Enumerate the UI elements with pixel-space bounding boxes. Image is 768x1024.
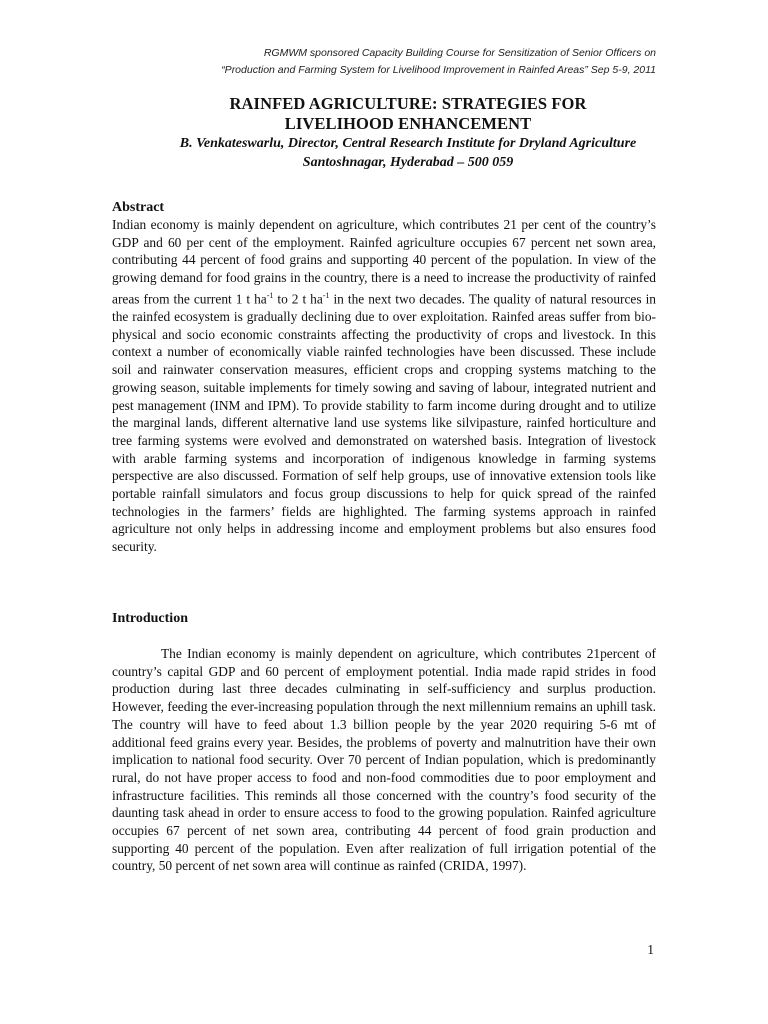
abstract-text-part-2: to 2 t ha (273, 291, 323, 307)
paper-title-line-1: RAINFED AGRICULTURE: STRATEGIES FOR (229, 94, 587, 113)
abstract-text-part-1: Indian economy is mainly dependent on agriculture, which contributes 21 per cent of the country’s GDP and 60 per cent of the employment. Rainfed agriculture occupies 67 percent net sown area, contributing 44 percent of food grains and supporting 40 percent of the population. In view of the growing demand for food grains in the country, there is a need to increase the productivity of rainfed areas from the current 1 t ha (112, 217, 656, 307)
running-header (221, 45, 656, 79)
abstract-heading: Abstract (112, 200, 165, 215)
introduction-heading: Introduction (112, 611, 188, 626)
paper-title-line-2: LIVELIHOOD ENHANCEMENT (284, 114, 532, 133)
introduction-section (112, 610, 656, 875)
abstract-section (112, 199, 656, 556)
superscript-1: -1 (266, 290, 274, 300)
superscript-2: -1 (322, 290, 330, 300)
author-affiliation (112, 134, 704, 172)
page-number: 1 (647, 942, 654, 957)
author-line-1: B. Venkateswarlu, Director, Central Research Institute for Dryland Agriculture (179, 136, 637, 151)
introduction-paragraph: The Indian economy is mainly dependent on agriculture, which contributes 21percent of country’s capital GDP and 60 percent of employment potential. India made rapid strides in food production during last three decades culminating in self-sufficiency and surplus production. However, feeding the ever-increasing population through the next millennium remains an uphill task. The country will have to feed about 1.3 billion people by the year 2020 requiring 5-6 mt of additional feed grains every year. Besides, the problems of poverty and malnutrition have their own implication to national food security. Over 70 percent of Indian population, which is predominantly rural, do not have proper access to food and non-food commodities due to poor employment and infrastructure facilities. This reminds all those concerned with the country’s food security of the daunting task ahead in order to ensure access to food to the growing population. Rainfed agriculture occupies 67 percent of net sown area, contributing 44 percent of food grain production and supporting 40 percent of the population. Even after realization of full irrigation potential of the country, 50 percent of net sown area will continue as rainfed (CRIDA, 1997). (112, 646, 656, 874)
title-block (112, 94, 704, 172)
author-line-2: Santoshnagar, Hyderabad – 500 059 (302, 155, 514, 170)
running-header-line-1: RGMWM sponsored Capacity Building Course for Sensitization of Senior Officers on (263, 47, 656, 59)
paper-title (112, 94, 704, 134)
abstract-text (112, 216, 656, 556)
running-header-line-2: “Production and Farming System for Livelihood Improvement in Rainfed Areas” Sep 5-9, 2011 (221, 64, 656, 76)
abstract-text-part-3: in the next two decades. The quality of natural resources in the rainfed ecosystem is gradually declining due to over exploitation. Rainfed areas suffer from bio-physical and socio economic constraints affecting the productivity of crops and livestock. In this context a number of economically viable rainfed technologies have been discussed. These include soil and rainwater conservation measures, efficient crops and cropping systems matching to the growing season, suitable implements for timely sowing and saving of labour, integrated nutrient and pest management (INM and IPM). To provide stability to farm income during drought and to utilize the marginal lands, different alternative land use systems like silvipasture, rainfed horticulture and tree farming systems were evolved and demonstrated on watershed basis. Integration of livestock with arable farming systems and incorporation of indigenous knowledge in farming systems perspective are also discussed. Formation of self help groups, use of innovative extension tools like portable rainfall simulators and focus group discussions to help for quick spread of the rainfed technologies in the farmers’ fields are highlighted. The farming systems approach in rainfed agriculture not only helps in addressing income and employment problems but also ensures food security. (112, 291, 656, 555)
